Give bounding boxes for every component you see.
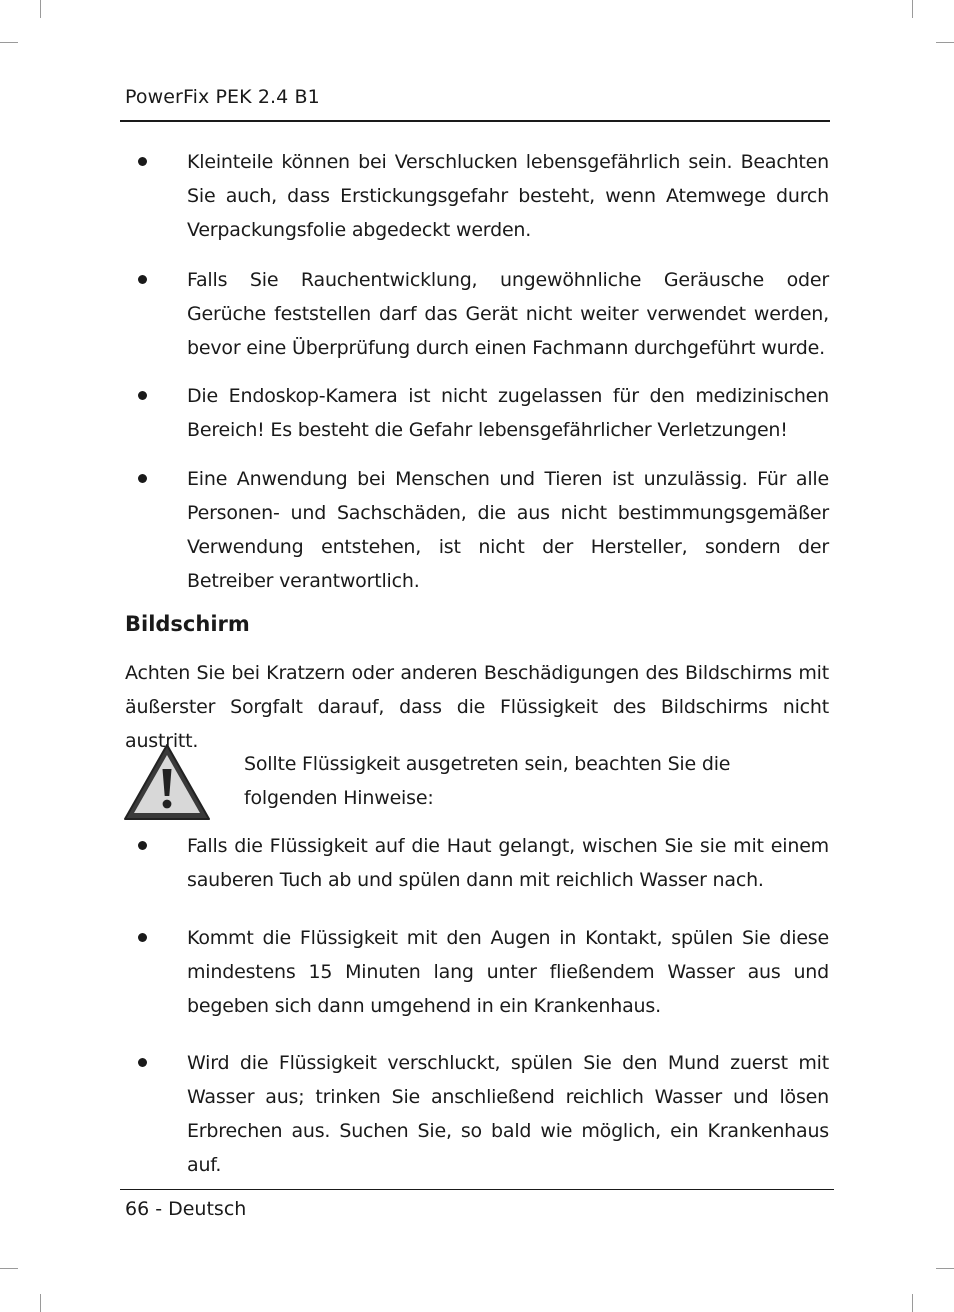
list-item (125, 1046, 829, 1182)
crop-mark (936, 1268, 954, 1269)
bullet-icon (138, 275, 147, 284)
section-paragraph: Achten Sie bei Kratzern oder anderen Beschädigungen des Bildschirms mit äußerster Sorgfalt darauf, dass die Flüssigkeit des Bildschirms nicht austritt. (125, 662, 829, 752)
crop-mark (0, 42, 18, 43)
bullet-icon (138, 933, 147, 942)
crop-mark (912, 1294, 913, 1312)
list-item (125, 462, 829, 598)
crop-mark (936, 42, 954, 43)
bullet-icon (138, 1058, 147, 1067)
list-item-text: Kleinteile können bei Verschlucken lebensgefährlich sein. Beachten Sie auch, dass Erstickungsgefahr besteht, wenn Atemwege durch Verpackungsfolie abgedeckt werden. (187, 151, 829, 241)
header-divider (120, 120, 830, 122)
bullet-icon (138, 474, 147, 483)
list-item-text: Kommt die Flüssigkeit mit den Augen in Kontakt, spülen Sie diese mindestens 15 Minuten lang unter fließendem Wasser aus und begeben sich dann umgehend in ein Krankenhaus. (187, 927, 829, 1017)
bullet-icon (138, 841, 147, 850)
page-number: 66 - Deutsch (125, 1198, 247, 1220)
list-item-text: Falls die Flüssigkeit auf die Haut gelangt, wischen Sie sie mit einem sauberen Tuch ab und spülen dann mit reichlich Wasser nach. (187, 835, 829, 891)
warning-text: Sollte Flüssigkeit ausgetreten sein, beachten Sie die folgenden Hinweise: (244, 753, 731, 809)
bullet-icon (138, 157, 147, 166)
list-item (125, 263, 829, 365)
footer-divider (120, 1189, 834, 1190)
list-item (125, 379, 829, 447)
list-item (125, 145, 829, 247)
warning-triangle-icon (122, 742, 212, 822)
list-item (125, 829, 829, 897)
list-item-text: Wird die Flüssigkeit verschluckt, spülen Sie den Mund zuerst mit Wasser aus; trinken Sie anschließend reichlich Wasser und lösen Erbrechen aus. Suchen Sie, so bald wie möglich, ein Krankenhaus auf. (187, 1052, 829, 1176)
crop-mark (912, 0, 913, 18)
crop-mark (40, 0, 41, 18)
list-item-text: Falls Sie Rauchentwicklung, ungewöhnliche Geräusche oder Gerüche feststellen darf das Gerät nicht weiter verwendet werden, bevor eine Überprüfung durch einen Fachmann durchgeführt wurde. (187, 269, 829, 359)
list-item-text: Die Endoskop-Kamera ist nicht zugelassen für den medizinischen Bereich! Es besteht die Gefahr lebensgefährlicher Verletzungen! (187, 385, 829, 441)
crop-mark (40, 1294, 41, 1312)
crop-mark (0, 1268, 18, 1269)
page-header-title: PowerFix PEK 2.4 B1 (125, 86, 320, 108)
section-heading: Bildschirm (125, 612, 250, 636)
bullet-icon (138, 391, 147, 400)
list-item-text: Eine Anwendung bei Menschen und Tieren ist unzulässig. Für alle Personen- und Sachschäden, die aus nicht bestimmungsgemäßer Verwendung entstehen, ist nicht der Hersteller, sondern der Betreiber verantwortlich. (187, 468, 829, 592)
list-item (125, 921, 829, 1023)
